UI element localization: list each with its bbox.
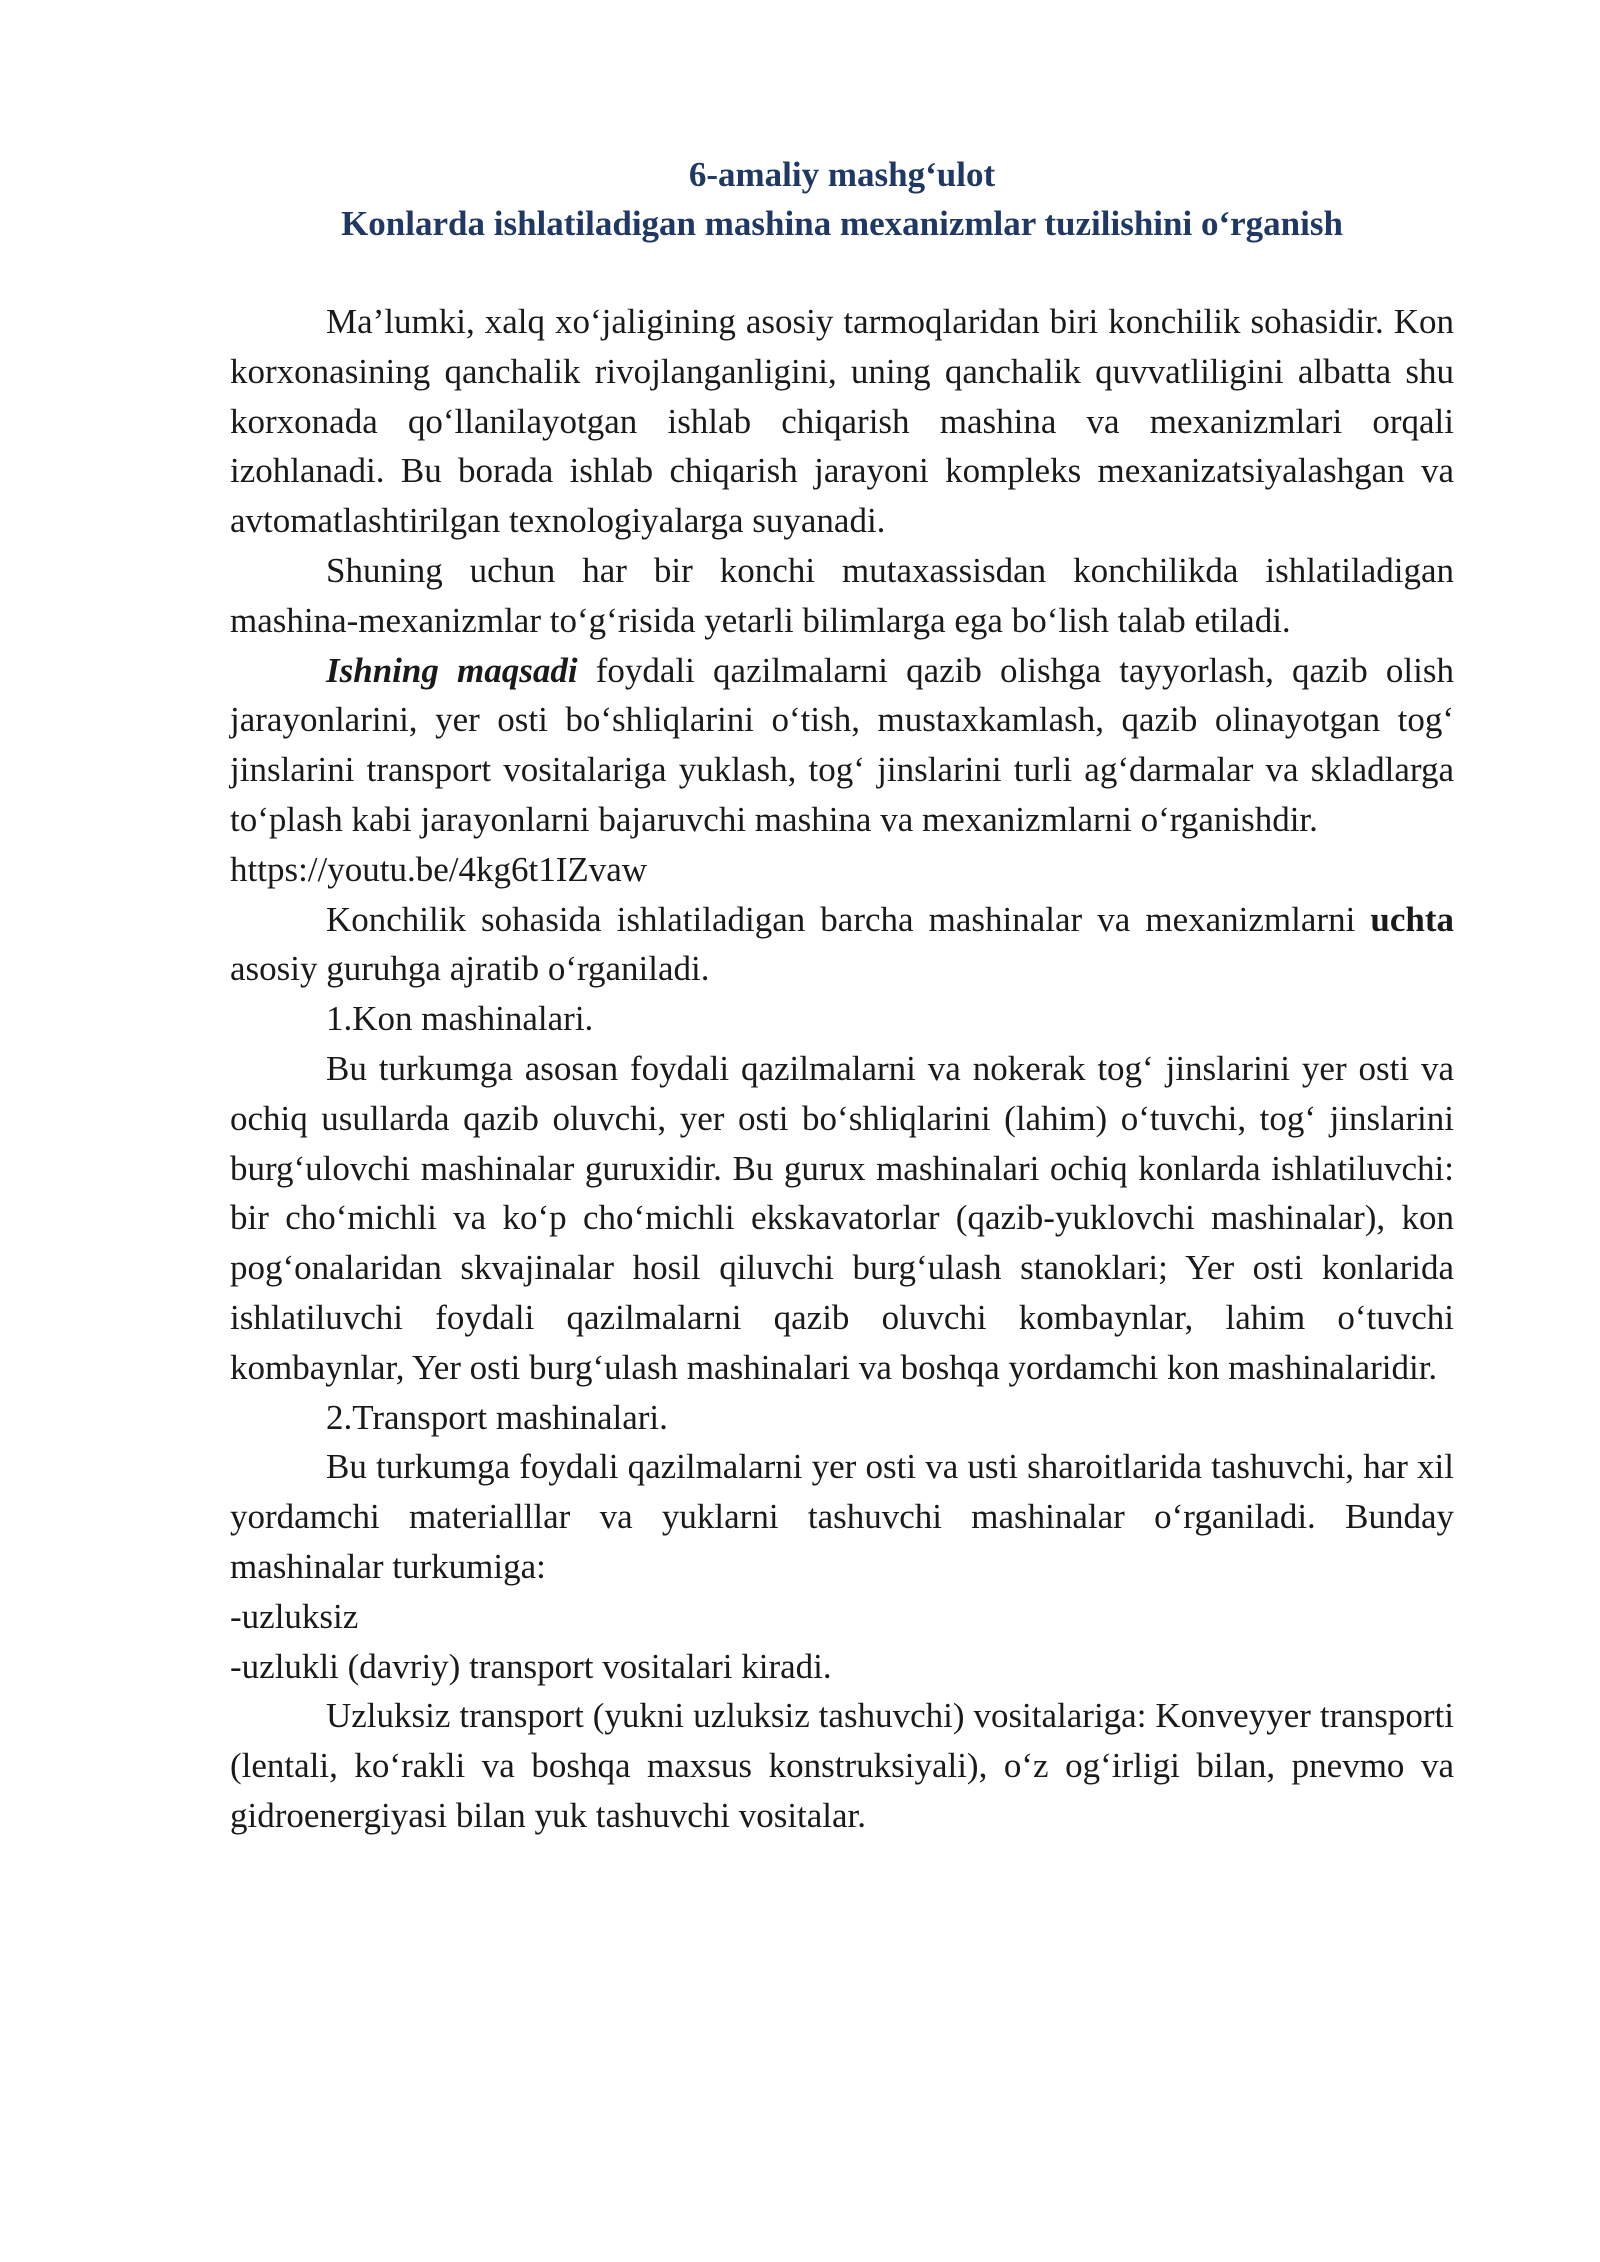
section-heading-transport-machines: 2.Transport mashinalari. <box>326 1397 668 1437</box>
mining-machines-paragraph: Bu turkumga asosan foydali qazilmalarni va nokerak tog‘ jinslarini yer osti va ochiq usullarda qazib oluvchi, yer osti bo‘shliqlarini (lahim) o‘tuvchi, tog‘ jinslarini burg‘ulovchi mashinalar guruxidir. Bu gurux mashinalari ochiq konlarda ishlatiluvchi: bir cho‘michli va ko‘p cho‘michli ekskavatorlar (qazib-yuklovchi mashinalar), kon pog‘onalaridan skvajinalar hosil qiluvchi burg‘ulash stanoklari; Yer osti konlarida ishlatiluvchi foydali qazilmalarni qazib oluvchi kombaynlar, lahim o‘tuvchi kombaynlar, Yer osti burg‘ulash mashinalari va boshqa yordamchi kon mashinalaridir. <box>230 1048 1454 1387</box>
exercise-topic-title: Konlarda ishlatiladigan mashina mexanizmlar tuzilishini o‘rganish <box>341 204 1343 243</box>
requirement-paragraph: Shuning uchun har bir konchi mutaxassisdan konchilikda ishlatiladigan mashina-mexanizmlar to‘g‘risida yetarli bilimlarga ega bo‘lish talab etiladi. <box>230 550 1454 640</box>
section-heading-mining-machines: 1.Kon mashinalari. <box>326 999 594 1039</box>
intro-paragraph: Ma’lumki, xalq xo‘jaligining asosiy tarmoqlaridan biri konchilik sohasidir. Kon korxonasining qanchalik rivojlanganligini, uning qanchalik quvvatliligini albatta shu korxonada qo‘llanilayotgan ishlab chiqarish mashina va mexanizmlari orqali izohlanadi. Bu borada ishlab chiqarish jarayoni kompleks mexanizatsiyalashgan va avtomatlashtirilgan texnologiyalarga suyanadi. <box>230 302 1454 541</box>
groups-text-start: Konchilik sohasida ishlatiladigan barcha mashinalar va mexanizmlarni <box>326 899 1371 939</box>
list-item: -uzlukli (davriy) transport vositalari kiradi. <box>230 1646 832 1686</box>
list-item: -uzluksiz <box>230 1596 359 1636</box>
continuous-transport-paragraph: Uzluksiz transport (yukni uzluksiz tashuvchi) vositalariga: Konveyyer transporti (lentali, ko‘rakli va boshqa maxsus konstruksiyali), o‘z og‘irligi bilan, pnevmo va gidroenergiyasi bilan yuk tashuvchi vositalar. <box>230 1696 1454 1835</box>
title-block <box>230 150 1454 248</box>
groups-count: uchta <box>1370 899 1454 939</box>
transport-machines-paragraph: Bu turkumga foydali qazilmalarni yer osti va usti sharoitlarida tashuvchi, har xil yordamchi materialllar va yuklarni tashuvchi mashinalar o‘rganiladi. Bunday mashinalar turkumiga: <box>230 1447 1454 1586</box>
groups-paragraph <box>230 895 1454 995</box>
goal-paragraph <box>230 646 1454 845</box>
video-link[interactable]: https://youtu.be/4kg6t1IZvaw <box>230 849 648 889</box>
exercise-number-title: 6-amaliy mashg‘ulot <box>688 155 996 194</box>
groups-text-end: asosiy guruhga ajratib o‘rganiladi. <box>230 949 710 989</box>
goal-text: foydali qazilmalarni qazib olishga tayyorlash, qazib olish jarayonlarini, yer osti bo‘shliqlarini o‘tish, mustaxkamlash, qazib olinayotgan tog‘ jinslarini transport vositalariga yuklash, tog‘ jinslarini turli ag‘darmalar va skladlarga to‘plash kabi jarayonlarni bajaruvchi mashina va mexanizmlarni o‘rganishdir. <box>230 650 1455 839</box>
goal-label: Ishning maqsadi <box>326 650 578 690</box>
